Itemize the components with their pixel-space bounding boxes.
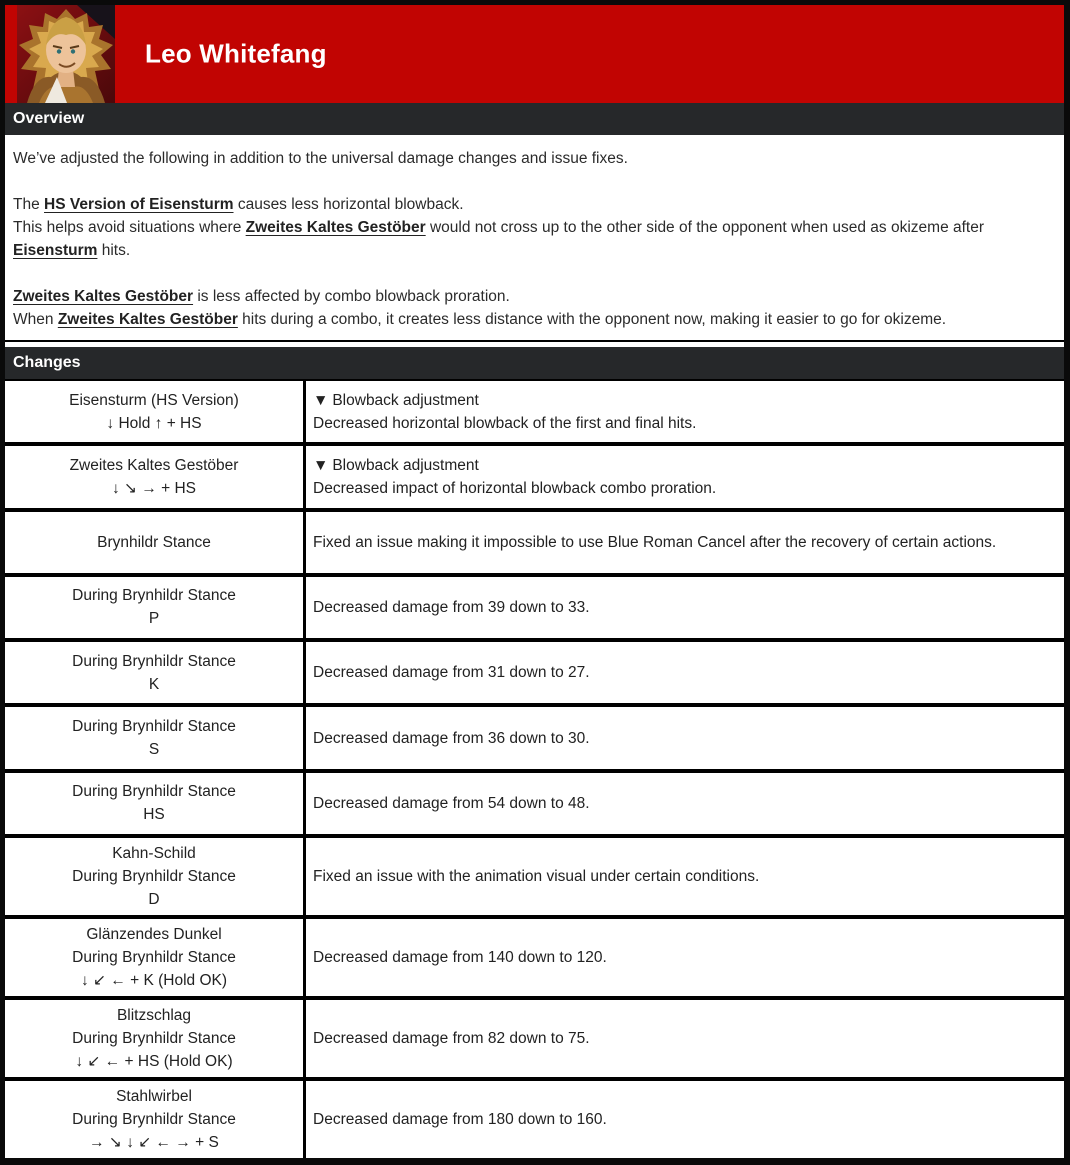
change-text: Decreased damage from 82 down to 75. <box>313 1029 590 1047</box>
move-link[interactable]: Zweites Kaltes Gestöber <box>13 288 194 305</box>
change-line <box>313 596 1052 619</box>
move-name-line: Stahlwirbel <box>116 1087 192 1105</box>
overview-text: causes less horizontal blowback. <box>233 196 464 213</box>
table-row <box>5 1000 1064 1081</box>
overview-blank-line <box>13 170 1054 193</box>
overview-line <box>13 216 1054 239</box>
move-name-line: HS <box>143 806 165 824</box>
move-link[interactable]: Zweites Kaltes Gestöber <box>57 311 238 328</box>
table-row <box>5 446 1064 511</box>
move-name-cell <box>5 642 306 703</box>
move-name-line: D <box>148 890 160 908</box>
move-name-line: Glänzendes Dunkel <box>86 925 222 943</box>
overview-line <box>13 308 1054 331</box>
overview-blank-line <box>13 262 1054 285</box>
overview-text: The <box>13 196 45 213</box>
overview-line <box>13 285 1054 308</box>
move-name-cell <box>5 512 306 573</box>
change-description-cell <box>306 1081 1064 1158</box>
move-name-line: ↓ ↙ ← + HS (Hold OK) <box>75 1052 233 1070</box>
change-line <box>313 412 1052 435</box>
change-text: Fixed an issue making it impossible to use Blue Roman Cancel after the recovery of certain actions. <box>313 533 997 551</box>
overview-text: When <box>13 311 58 328</box>
overview-line <box>13 239 1054 262</box>
move-name-line: Kahn-Schild <box>112 844 196 862</box>
table-row <box>5 707 1064 772</box>
page-content <box>5 5 1064 1158</box>
move-name-cell <box>5 1081 306 1158</box>
move-name-cell <box>5 446 306 507</box>
move-name-cell <box>5 707 306 768</box>
move-name-line: → ↘ ↓ ↙ ← → + S <box>89 1133 219 1151</box>
table-row <box>5 773 1064 838</box>
overview-text: This helps avoid situations where <box>13 219 246 236</box>
change-description-cell <box>306 446 1064 507</box>
change-line <box>313 389 1052 412</box>
change-line <box>313 1108 1052 1131</box>
table-row <box>5 381 1064 446</box>
change-description-cell <box>306 919 1064 996</box>
change-description-cell <box>306 838 1064 915</box>
move-name-line: ↓ ↘ → + HS <box>111 479 197 497</box>
move-name-cell <box>5 1000 306 1077</box>
move-name-line: During Brynhildr Stance <box>72 1029 236 1047</box>
overview-line <box>13 193 1054 216</box>
change-text: Decreased damage from 39 down to 33. <box>313 598 590 616</box>
change-description-cell <box>306 707 1064 768</box>
change-line <box>313 454 1052 477</box>
section-header-changes <box>5 347 1064 379</box>
overview-text: is less affected by combo blowback proration. <box>193 288 510 305</box>
change-text: Decreased damage from 180 down to 160. <box>313 1110 607 1128</box>
change-line <box>313 1027 1052 1050</box>
downgrade-icon: ▼ <box>313 456 329 474</box>
change-line <box>313 477 1052 500</box>
change-description-cell <box>306 1000 1064 1077</box>
move-link[interactable]: HS Version of Eisensturm <box>44 196 234 213</box>
change-line <box>313 727 1052 750</box>
section-header-changes-label: Changes <box>13 354 81 371</box>
change-description-cell <box>306 773 1064 834</box>
table-row <box>5 1081 1064 1158</box>
change-description-cell <box>306 642 1064 703</box>
move-name-line: During Brynhildr Stance <box>72 718 236 736</box>
change-line <box>313 865 1052 888</box>
move-name-line: Zweites Kaltes Gestöber <box>69 456 239 474</box>
change-text: Decreased damage from 31 down to 27. <box>313 664 590 682</box>
overview-text: hits. <box>97 242 131 259</box>
section-header-overview <box>5 103 1064 135</box>
move-name-cell <box>5 838 306 915</box>
overview-text: hits during a combo, it creates less distance with the opponent now, making it easier to go for okizeme. <box>237 311 947 328</box>
change-text: Decreased impact of horizontal blowback combo proration. <box>313 479 717 497</box>
move-name-line: ↓ ↙ ← + K (Hold OK) <box>80 971 228 989</box>
move-link[interactable]: Zweites Kaltes Gestöber <box>245 219 426 236</box>
move-name-line: During Brynhildr Stance <box>72 587 236 605</box>
move-name-line: During Brynhildr Stance <box>72 783 236 801</box>
table-row <box>5 577 1064 642</box>
move-name-cell <box>5 773 306 834</box>
move-name-line: ↓ Hold ↑ + HS <box>106 414 202 432</box>
overview-content <box>5 135 1064 342</box>
change-text: Decreased damage from 36 down to 30. <box>313 729 590 747</box>
change-text: Fixed an issue with the animation visual under certain conditions. <box>313 867 760 885</box>
move-name-line: During Brynhildr Stance <box>72 652 236 670</box>
overview-text: would not cross up to the other side of the opponent when used as okizeme after <box>425 219 985 236</box>
move-name-line: P <box>148 610 160 628</box>
change-line <box>313 531 1052 554</box>
move-name-cell <box>5 381 306 442</box>
change-description-cell <box>306 381 1064 442</box>
page-title: Leo Whitefang <box>145 38 327 69</box>
change-text: Blowback adjustment <box>332 391 479 409</box>
move-name-line: During Brynhildr Stance <box>72 1110 236 1128</box>
downgrade-icon: ▼ <box>313 391 329 409</box>
table-row <box>5 642 1064 707</box>
table-row <box>5 512 1064 577</box>
change-text: Decreased horizontal blowback of the first and final hits. <box>313 414 697 432</box>
change-description-cell <box>306 512 1064 573</box>
change-text: Blowback adjustment <box>332 456 479 474</box>
move-name-line: During Brynhildr Stance <box>72 948 236 966</box>
change-line <box>313 946 1052 969</box>
character-portrait <box>17 5 115 103</box>
overview-line <box>13 147 1054 170</box>
change-text: Decreased damage from 140 down to 120. <box>313 948 607 966</box>
changes-table <box>5 379 1064 1158</box>
section-header-overview-label: Overview <box>13 110 85 127</box>
move-name-cell <box>5 577 306 638</box>
move-name-line: Blitzschlag <box>116 1006 192 1024</box>
move-name-line: Eisensturm (HS Version) <box>69 391 239 409</box>
overview-text: We’ve adjusted the following in addition to the universal damage changes and issue fixes. <box>13 150 628 167</box>
move-name-line: During Brynhildr Stance <box>72 867 236 885</box>
change-text: Decreased damage from 54 down to 48. <box>313 794 590 812</box>
move-name-line: K <box>148 675 160 693</box>
character-banner <box>5 5 1064 103</box>
move-name-line: Brynhildr Stance <box>97 533 211 551</box>
table-row <box>5 919 1064 1000</box>
change-line <box>313 792 1052 815</box>
move-name-line: S <box>148 741 160 759</box>
change-line <box>313 661 1052 684</box>
change-description-cell <box>306 577 1064 638</box>
table-row <box>5 838 1064 919</box>
move-name-cell <box>5 919 306 996</box>
move-link[interactable]: Eisensturm <box>13 242 98 259</box>
